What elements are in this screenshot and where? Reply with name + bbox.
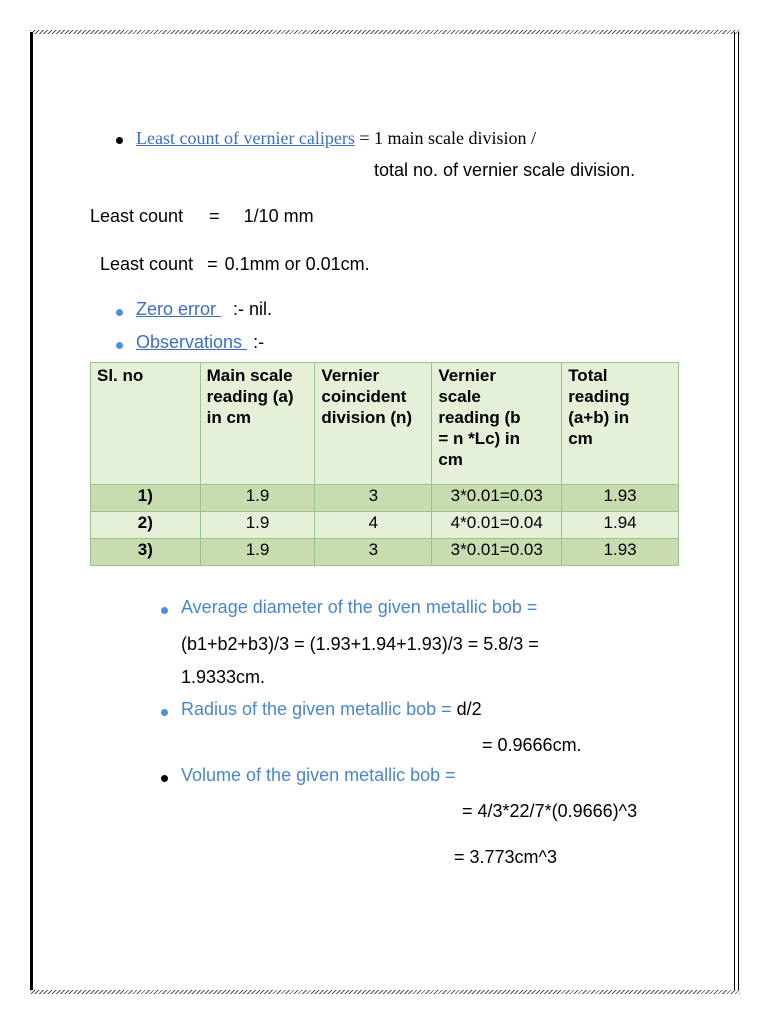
volume-result: = 3.773cm^3	[454, 847, 558, 867]
cell-vernier-reading: 3*0.01=0.03	[432, 485, 562, 512]
page-border-left	[30, 32, 33, 994]
header-total-reading: Total reading (a+b) in cm	[562, 363, 679, 485]
bullet-dot	[116, 342, 123, 349]
cell-sl-no: 3)	[91, 539, 201, 566]
average-diameter-label: Average diameter of the given metallic bob =	[181, 597, 538, 617]
header-sl-no: Sl. no	[91, 363, 201, 485]
zero-error-value: :- nil.	[233, 299, 273, 319]
bullet-dot	[116, 309, 123, 316]
cell-total-reading: 1.93	[562, 485, 679, 512]
average-diameter-result: 1.9333cm.	[181, 667, 266, 687]
cell-vernier-division: 4	[315, 512, 432, 539]
cell-total-reading: 1.93	[562, 539, 679, 566]
equals-sign: =	[207, 254, 218, 274]
page-border-top	[30, 30, 740, 34]
least-count-line-2	[100, 254, 370, 275]
radius-result: = 0.9666cm.	[482, 735, 582, 755]
table-row	[91, 485, 679, 512]
cell-total-reading: 1.94	[562, 512, 679, 539]
radius-line	[181, 699, 482, 720]
least-count-value: 0.1mm or 0.01cm.	[224, 254, 370, 274]
header-main-scale-reading: Main scale reading (a) in cm	[200, 363, 315, 485]
volume-expression: = 4/3*22/7*(0.9666)^3	[462, 801, 638, 821]
table-header-row	[91, 363, 679, 485]
least-count-term-link[interactable]: Least count of vernier calipers	[136, 128, 355, 148]
cell-vernier-division: 3	[315, 539, 432, 566]
equals-sign: =	[209, 206, 220, 226]
cell-sl-no: 1)	[91, 485, 201, 512]
least-count-rhs-cont: total no. of vernier scale division.	[374, 160, 636, 180]
volume-label: Volume of the given metallic bob =	[181, 765, 456, 785]
cell-sl-no: 2)	[91, 512, 201, 539]
least-count-value: 1/10 mm	[243, 206, 314, 226]
average-diameter-formula: (b1+b2+b3)/3 = (1.93+1.94+1.93)/3 = 5.8/3 =	[181, 634, 539, 654]
bullet-dot	[116, 137, 123, 144]
header-vernier-scale-reading: Vernier scale reading (b = n *Lc) in cm	[432, 363, 562, 485]
observations-link[interactable]: Observations	[136, 332, 248, 352]
zero-error-line	[136, 299, 272, 320]
observations-value: :-	[253, 332, 265, 352]
bullet-dot	[161, 709, 168, 716]
cell-vernier-reading: 4*0.01=0.04	[432, 512, 562, 539]
zero-error-link[interactable]: Zero error	[136, 299, 222, 319]
least-count-label: Least count	[100, 254, 194, 274]
least-count-label: Least count	[90, 206, 184, 226]
page-border-right	[734, 32, 739, 994]
observation-table	[90, 362, 679, 566]
cell-vernier-division: 3	[315, 485, 432, 512]
least-count-rhs: = 1 main scale division /	[359, 128, 537, 148]
table-row	[91, 512, 679, 539]
cell-main-scale: 1.9	[200, 539, 315, 566]
table-row	[91, 539, 679, 566]
least-count-formula	[136, 128, 536, 149]
radius-value: d/2	[456, 699, 482, 719]
radius-label: Radius of the given metallic bob =	[181, 699, 457, 719]
page-border-bottom	[30, 990, 740, 994]
observations-line	[136, 332, 264, 353]
least-count-line-1	[90, 206, 314, 227]
cell-main-scale: 1.9	[200, 485, 315, 512]
bullet-dot	[161, 607, 168, 614]
bullet-dot	[161, 775, 168, 782]
cell-vernier-reading: 3*0.01=0.03	[432, 539, 562, 566]
cell-main-scale: 1.9	[200, 512, 315, 539]
header-vernier-coincident-division: Vernier coincident division (n)	[315, 363, 432, 485]
